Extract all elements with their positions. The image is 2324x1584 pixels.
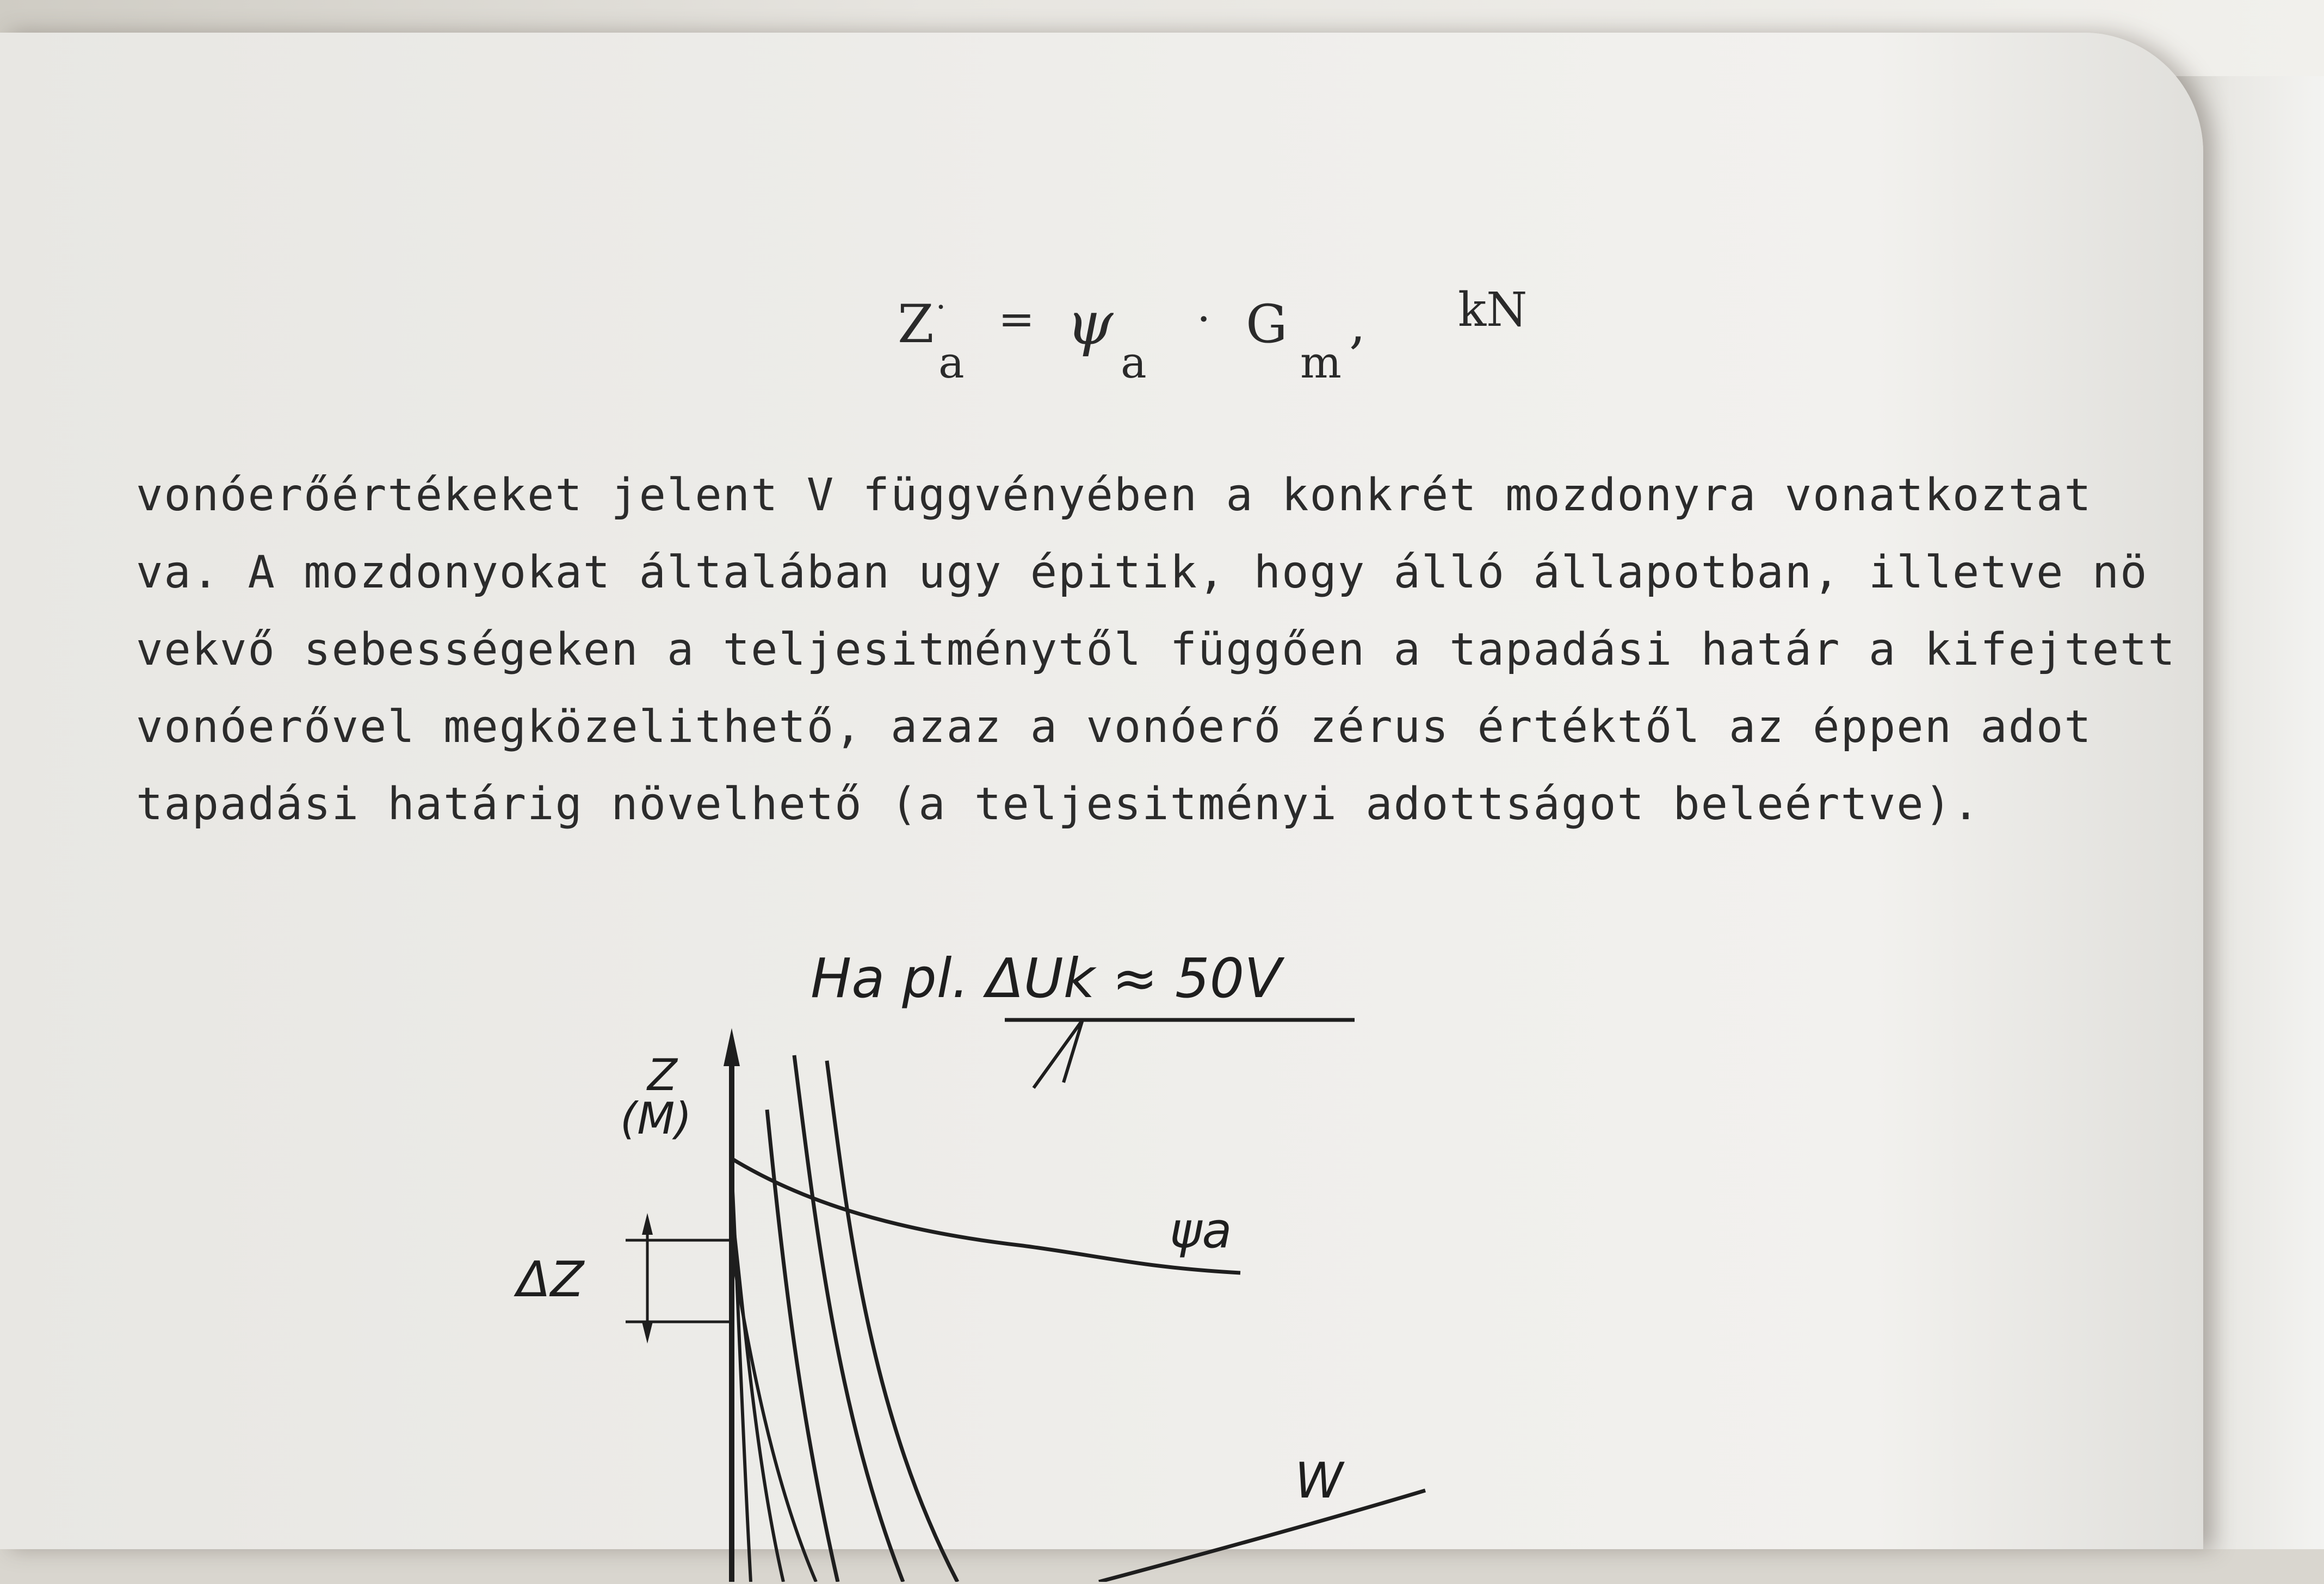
formula-unit: kN	[1458, 283, 1528, 337]
y-axis-label-z: Z	[647, 1050, 677, 1100]
annotation-leader-1	[1034, 1020, 1083, 1088]
paragraph-line: vekvő sebességeken a teljesitménytől függően a tapadási határ a kifejtett	[136, 624, 2176, 676]
paragraph-line: tapadási határig növelhető (a teljesitményi adottságot beleértve).	[136, 778, 1981, 830]
formula-multiply-dot: ·	[1197, 294, 1211, 344]
formula-lhs: Z	[898, 294, 934, 355]
characteristic-curve	[794, 1055, 903, 1582]
delta-z-arrow-up	[642, 1213, 653, 1235]
figure-drawing	[490, 946, 1523, 1582]
psi-curve-label: ψa	[1170, 1202, 1232, 1259]
formula	[887, 272, 1594, 413]
w-curve	[1099, 1490, 1425, 1582]
formula-psi: ψ	[1066, 288, 1114, 358]
characteristic-curve	[767, 1110, 838, 1582]
formula-g-subscript: m	[1300, 337, 1342, 388]
paragraph-line: vonóerőértékeket jelent V függvényében a konkrét mozdonyra vonatkoztat	[136, 469, 2092, 521]
traction-figure	[490, 946, 1523, 1582]
formula-g: G	[1246, 294, 1288, 355]
formula-equals: =	[998, 294, 1035, 344]
formula-comma: ,	[1349, 294, 1366, 355]
y-axis-arrow	[724, 1028, 740, 1066]
characteristic-curve	[827, 1061, 957, 1582]
y-axis-label-m: (M)	[620, 1093, 692, 1144]
formula-dot-mark: ·	[936, 288, 947, 326]
body-paragraph	[136, 457, 2203, 843]
formula-lhs-subscript: a	[938, 337, 965, 388]
delta-z-arrow-down	[642, 1322, 653, 1344]
w-curve-label: W	[1295, 1452, 1343, 1509]
annotation-leader-2	[1064, 1020, 1083, 1082]
figure-annotation: Ha pl. ΔUk ≈ 50V	[811, 946, 1282, 1010]
formula-psi-subscript: a	[1121, 337, 1147, 388]
delta-z-label: ΔZ	[517, 1251, 584, 1308]
book-page	[0, 33, 2203, 1549]
paragraph-line: vonóerővel megközelithető, azaz a vonóerő zérus értéktől az éppen adot	[136, 701, 2092, 753]
paragraph-line: va. A mozdonyokat általában ugy épitik, hogy álló állapotban, illetve nö	[136, 547, 2148, 598]
